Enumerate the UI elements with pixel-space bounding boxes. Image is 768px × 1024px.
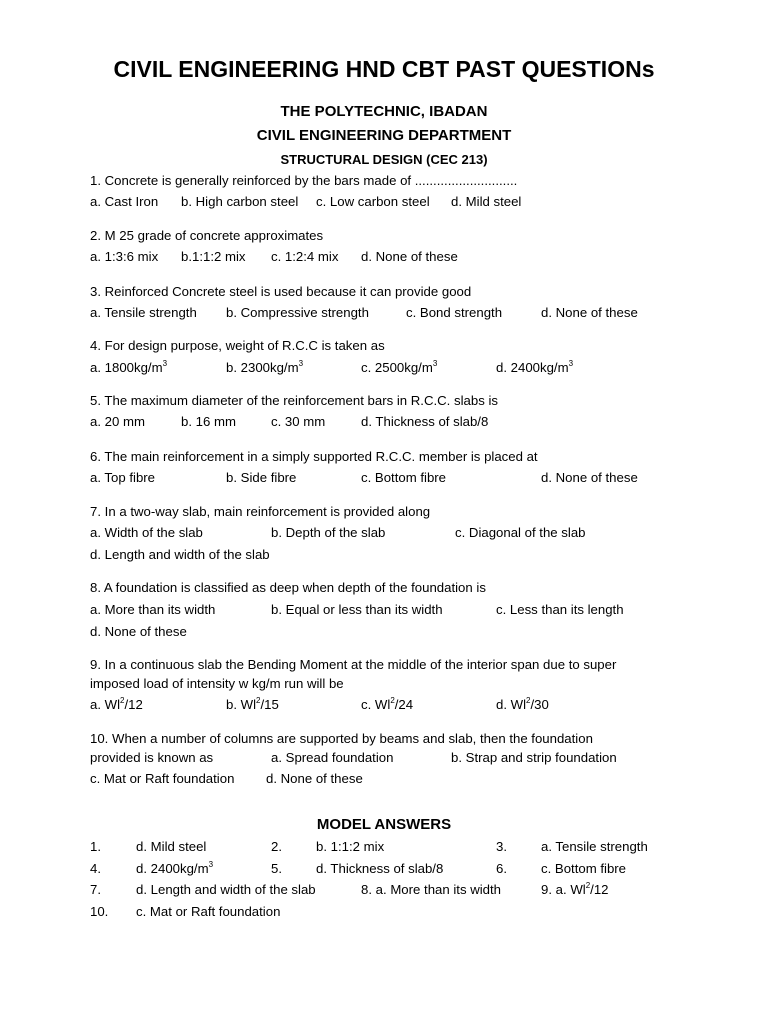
question-10-option-b: b. Strap and strip foundation xyxy=(451,750,617,765)
question-5-option-d: d. Thickness of slab/8 xyxy=(361,414,489,429)
option-text: /30 xyxy=(530,697,549,712)
option-text: c. Wl xyxy=(361,697,391,712)
answer-text: /12 xyxy=(590,882,609,897)
answer-number: 7. xyxy=(90,882,101,897)
question-6-text: 6. The main reinforcement in a simply supported R.C.C. member is placed at xyxy=(90,449,538,464)
question-3-option-d: d. None of these xyxy=(541,305,638,320)
answer-3: a. Tensile strength xyxy=(541,839,648,854)
question-8-option-c: c. Less than its length xyxy=(496,602,624,617)
question-5-text: 5. The maximum diameter of the reinforcement bars in R.C.C. slabs is xyxy=(90,393,498,408)
question-1-option-a: a. Cast Iron xyxy=(90,194,159,209)
question-2-option-a: a. 1:3:6 mix xyxy=(90,249,159,264)
question-1-option-d: d. Mild steel xyxy=(451,194,522,209)
question-2-option-c: c. 1:2:4 mix xyxy=(271,249,339,264)
question-3-option-c: c. Bond strength xyxy=(406,305,503,320)
question-2-option-d: d. None of these xyxy=(361,249,458,264)
answer-number: 4. xyxy=(90,861,101,876)
option-text: b. Wl xyxy=(226,697,257,712)
question-10-text-line-1: 10. When a number of columns are supported by beams and slab, then the foundation xyxy=(90,731,593,746)
answer-9 xyxy=(541,883,609,896)
option-text: b. 2300kg/m xyxy=(226,360,299,375)
question-3-text: 3. Reinforced Concrete steel is used because it can provide good xyxy=(90,284,472,299)
question-6-option-d: d. None of these xyxy=(541,470,638,485)
superscript: 3 xyxy=(162,359,168,368)
answer-text: 9. a. Wl xyxy=(541,882,586,897)
answer-number: 10. xyxy=(90,904,109,919)
question-6-option-b: b. Side fibre xyxy=(226,470,297,485)
answer-number: 2. xyxy=(271,839,282,854)
question-7-option-d: d. Length and width of the slab xyxy=(90,547,270,562)
question-7-option-c: c. Diagonal of the slab xyxy=(455,525,586,540)
question-8-option-b: b. Equal or less than its width xyxy=(271,602,443,617)
answer-number: 3. xyxy=(496,839,507,854)
question-4-option-b xyxy=(226,361,303,374)
model-answers-heading: MODEL ANSWERS xyxy=(316,816,452,833)
question-9-option-d xyxy=(496,698,549,711)
question-8-text: 8. A foundation is classified as deep when depth of the foundation is xyxy=(90,580,486,595)
question-2-text: 2. M 25 grade of concrete approximates xyxy=(90,228,324,243)
question-5-option-c: c. 30 mm xyxy=(271,414,326,429)
option-text: d. Wl xyxy=(496,697,527,712)
answer-4 xyxy=(136,862,213,875)
answer-1: d. Mild steel xyxy=(136,839,207,854)
question-7-option-a: a. Width of the slab xyxy=(90,525,203,540)
superscript: 2 xyxy=(120,696,125,705)
question-9-text-line-2: imposed load of intensity w kg/m run will be xyxy=(90,676,344,691)
answer-number: 6. xyxy=(496,861,507,876)
option-text: /12 xyxy=(124,697,143,712)
superscript: 3 xyxy=(568,359,574,368)
question-9-option-b xyxy=(226,698,279,711)
question-9-option-a xyxy=(90,698,143,711)
answer-5: d. Thickness of slab/8 xyxy=(316,861,444,876)
question-10-option-c: c. Mat or Raft foundation xyxy=(90,771,235,786)
question-10-text-line-2: provided is known as xyxy=(90,750,214,765)
document-title: CIVIL ENGINEERING HND CBT PAST QUESTIONs xyxy=(113,56,655,82)
question-3-option-b: b. Compressive strength xyxy=(226,305,369,320)
question-8-option-d: d. None of these xyxy=(90,624,187,639)
answer-7: d. Length and width of the slab xyxy=(136,882,316,897)
answer-text: d. 2400kg/m xyxy=(136,861,209,876)
question-10-option-d: d. None of these xyxy=(266,771,363,786)
superscript: 3 xyxy=(298,359,304,368)
course-title: STRUCTURAL DESIGN (CEC 213) xyxy=(280,152,488,167)
superscript: 2 xyxy=(256,696,261,705)
question-4-option-a xyxy=(90,361,167,374)
superscript: 2 xyxy=(526,696,531,705)
superscript: 3 xyxy=(432,359,438,368)
question-7-option-b: b. Depth of the slab xyxy=(271,525,386,540)
question-9-text-line-1: 9. In a continuous slab the Bending Moment at the middle of the interior span due to super xyxy=(90,657,617,672)
institution-name: THE POLYTECHNIC, IBADAN xyxy=(280,103,488,120)
question-8-option-a: a. More than its width xyxy=(90,602,216,617)
option-text: /24 xyxy=(394,697,414,712)
option-text: a. 1800kg/m xyxy=(90,360,163,375)
answer-8: 8. a. More than its width xyxy=(361,882,502,897)
question-6-option-c: c. Bottom fibre xyxy=(361,470,447,485)
question-7-text: 7. In a two-way slab, main reinforcement is provided along xyxy=(90,504,431,519)
option-text: c. 2500kg/m xyxy=(361,360,433,375)
option-text: /15 xyxy=(260,697,279,712)
answer-10: c. Mat or Raft foundation xyxy=(136,904,281,919)
question-4-option-d xyxy=(496,361,573,374)
answer-2: b. 1:1:2 mix xyxy=(316,839,385,854)
option-text: d. 2400kg/m xyxy=(496,360,569,375)
question-4-text: 4. For design purpose, weight of R.C.C is taken as xyxy=(90,338,385,353)
question-10-option-a: a. Spread foundation xyxy=(271,750,394,765)
question-4-option-c xyxy=(361,361,437,374)
superscript: 3 xyxy=(208,860,214,869)
question-5-option-b: b. 16 mm xyxy=(181,414,236,429)
question-6-option-a: a. Top fibre xyxy=(90,470,156,485)
question-3-option-a: a. Tensile strength xyxy=(90,305,197,320)
option-text: a. Wl xyxy=(90,697,121,712)
question-9-option-c xyxy=(361,698,413,711)
question-2-option-b: b.1:1:2 mix xyxy=(181,249,246,264)
answer-number: 1. xyxy=(90,839,101,854)
answer-6: c. Bottom fibre xyxy=(541,861,627,876)
question-1-option-c: c. Low carbon steel xyxy=(316,194,430,209)
superscript: 2 xyxy=(585,881,591,890)
answer-number: 5. xyxy=(271,861,282,876)
question-1-option-b: b. High carbon steel xyxy=(181,194,299,209)
question-1-text: 1. Concrete is generally reinforced by the bars made of ............................ xyxy=(90,173,518,188)
superscript: 2 xyxy=(390,696,395,705)
department-name: CIVIL ENGINEERING DEPARTMENT xyxy=(256,127,512,144)
question-5-option-a: a. 20 mm xyxy=(90,414,145,429)
